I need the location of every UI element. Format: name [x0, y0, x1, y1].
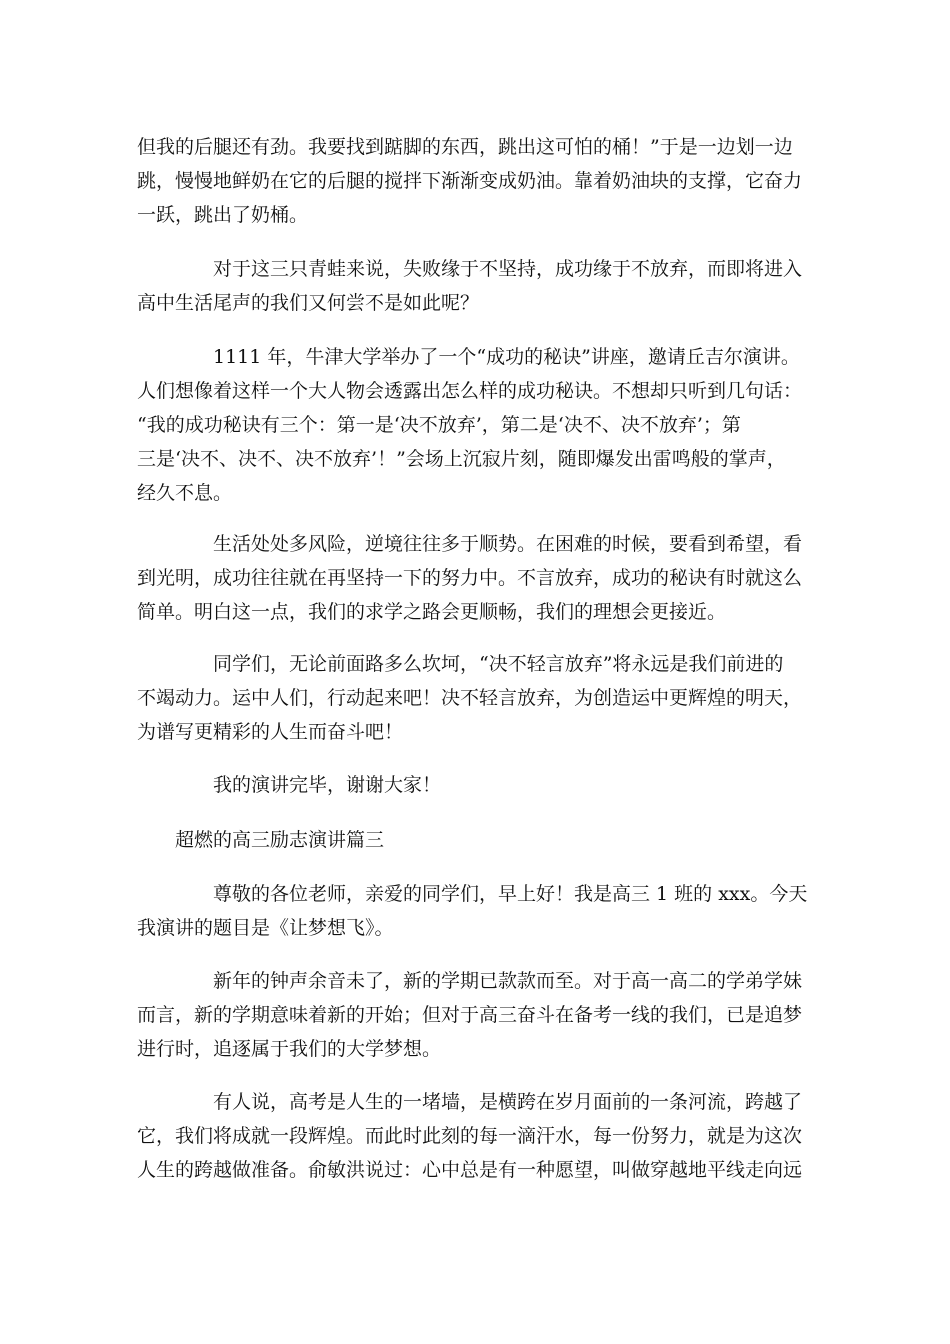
paragraph-3: [137, 340, 817, 510]
paragraph-line: 新年的钟声余音未了，新的学期已款款而至。对于高一高二的学弟学妹: [213, 970, 803, 992]
paragraph-9: [137, 964, 817, 1066]
paragraph-line: 我演讲的题目是《让梦想飞》。: [137, 917, 394, 939]
paragraph-line: 尊敬的各位老师，亲爱的同学们，早上好！我是高三 1 班的 xxx。今天: [213, 883, 808, 905]
paragraph-line: 高中生活尾声的我们又何尝不是如此呢？: [137, 292, 480, 314]
paragraph-line: 而言，新的学期意味着新的开始；但对于高三奋斗在备考一线的我们，已是追梦: [137, 1004, 803, 1026]
paragraph-1: [137, 130, 817, 232]
paragraph-2: [137, 252, 817, 320]
paragraph-line: 生活处处多风险，逆境往往多于顺势。在困难的时候，要看到希望，看: [213, 533, 803, 555]
paragraph-line: 对于这三只青蛙来说，失败缘于不坚持，成功缘于不放弃，而即将进入: [213, 258, 803, 280]
paragraph-line: “我的成功秘诀有三个：第一是‘决不放弃’，第二是‘决不、决不放弃’；第: [137, 414, 741, 436]
paragraph-line: 但我的后腿还有劲。我要找到踮脚的东西，跳出这可怕的桶！”于是一边划一边: [137, 136, 793, 158]
paragraph-4: [137, 527, 817, 629]
paragraph-5: [137, 647, 817, 749]
paragraph-line: 有人说，高考是人生的一堵墙，是横跨在岁月面前的一条河流，跨越了: [213, 1091, 803, 1113]
paragraph-line: 到光明，成功往往就在再坚持一下的努力中。不言放弃，成功的秘诀有时就这么: [137, 567, 803, 589]
paragraph-line: 进行时，追逐属于我们的大学梦想。: [137, 1038, 442, 1060]
paragraph-line: 我的演讲完毕，谢谢大家！: [213, 774, 442, 796]
paragraph-6: [137, 768, 817, 802]
paragraph-line: 经久不息。: [137, 482, 233, 504]
paragraph-8: [137, 877, 817, 945]
paragraph-line: 简单。明白这一点，我们的求学之路会更顺畅，我们的理想会更接近。: [137, 601, 727, 623]
paragraph-line: 同学们，无论前面路多么坎坷，“决不轻言放弃”将永远是我们前进的: [213, 653, 784, 675]
section-heading: 超燃的高三励志演讲篇三: [175, 829, 385, 851]
paragraph-line: 三是‘决不、决不、决不放弃’！”会场上沉寂片刻，随即爆发出雷鸣般的掌声，: [137, 448, 786, 470]
paragraph-line: 为谱写更精彩的人生而奋斗吧！: [137, 721, 404, 743]
paragraph-line: 1111 年，牛津大学举办了一个“成功的秘诀”讲座，邀请丘吉尔演讲。: [213, 346, 800, 368]
paragraph-line: 人们想像着这样一个大人物会透露出怎么样的成功秘诀。不想却只听到几句话：: [137, 380, 803, 402]
paragraph-line: 它，我们将成就一段辉煌。而此时此刻的每一滴汗水，每一份努力，就是为这次: [137, 1125, 803, 1147]
paragraph-line: 人生的跨越做准备。俞敏洪说过：心中总是有一种愿望，叫做穿越地平线走向远: [137, 1159, 803, 1181]
paragraph-line: 一跃，跳出了奶桶。: [137, 204, 309, 226]
paragraph-10: [137, 1085, 817, 1187]
paragraph-line: 跳，慢慢地鲜奶在它的后腿的搅拌下渐渐变成奶油。靠着奶油块的支撑，它奋力: [137, 170, 803, 192]
paragraph-line: 不竭动力。运中人们，行动起来吧！决不轻言放弃，为创造运中更辉煌的明天，: [137, 687, 803, 709]
